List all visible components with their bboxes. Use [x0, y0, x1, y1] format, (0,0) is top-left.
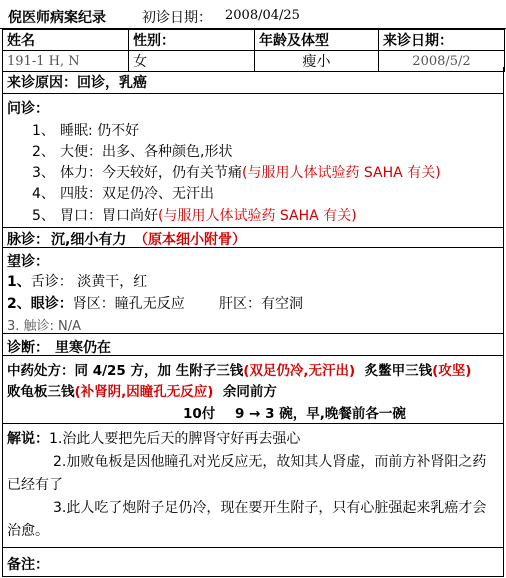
inquiry-item-num: 5、 — [32, 208, 55, 224]
pulse-note: （原本细小附骨） — [134, 232, 246, 248]
inquiry-item-label: 体力：今天较好，仍有关节痛(与服用人体试验药 SAHA 有关) — [60, 165, 441, 181]
pulse-label: 脉诊： — [7, 232, 49, 248]
explanation-p3-cont: 治愈。 — [7, 523, 49, 539]
inquiry-item-label: 四肢：双足仍冷、无汗出 — [60, 186, 214, 202]
prescription-line1: 中药处方：同 4/25 方，加 生附子三钱(双足仍冷,无汗出) 炙鳖甲三钱(攻坚) — [7, 363, 472, 379]
reason-section — [2, 67, 504, 94]
record-title: 倪医师病案纪录 — [8, 10, 106, 26]
eye-liver-text: 肝区：有空洞 — [219, 296, 303, 312]
inquiry-item-label: 睡眠: 仍不好 — [60, 123, 140, 139]
notes-label: 备注： — [7, 557, 49, 573]
explanation-p2-cont: 已经有了 — [7, 477, 63, 493]
reason-text: 回诊，乳癌 — [77, 75, 147, 91]
explanation-p3: 3.此人吃了炮附子足仍冷，现在要开生附子，只有心脏强起来乳癌才会 — [53, 500, 487, 516]
prescription-doses: 10付 — [183, 406, 216, 422]
prescription-section — [2, 356, 504, 424]
info-header-row — [3, 30, 505, 51]
inquiry-item-label: 胃口：胃口尚好(与服用人体试验药 SAHA 有关) — [60, 208, 357, 224]
record-header — [0, 0, 506, 29]
gender-value: 女 — [129, 51, 255, 72]
tongue-row: 1、舌诊： 淡黄干，红 — [7, 274, 148, 290]
prescription-line2: 败龟板三钱(补肾阴,因瞳孔无反应) 余同前方 — [7, 384, 277, 400]
patient-info-table — [2, 29, 505, 72]
inquiry-item-num: 2、 — [32, 144, 55, 160]
reason-label: 来诊原因： — [7, 75, 77, 91]
inquiry-item-num: 3、 — [32, 165, 55, 181]
explanation-p2: 2.加败龟板是因他瞳孔对光反应无，故知其人肾虚，而前方补肾阳之药 — [53, 454, 487, 470]
age-header: 年龄及体型 — [255, 30, 379, 51]
explanation-section — [2, 424, 504, 548]
inquiry-item-label: 大便：出多、各种颜色,形状 — [60, 144, 233, 160]
touch-row: 3. 触诊: N/A — [7, 319, 82, 334]
first-visit-label: 初诊日期： — [142, 10, 212, 26]
pulse-text: 沉,细小有力 — [51, 232, 127, 248]
observation-section — [2, 248, 504, 334]
inquiry-item-note: (与服用人体试验药 SAHA 有关) — [158, 208, 357, 224]
visit-date-header: 来诊日期： — [379, 30, 505, 51]
age-value: 瘦小 — [255, 51, 379, 72]
inquiry-label: 问诊： — [7, 101, 49, 117]
visit-date-value: 2008/5/2 — [379, 51, 505, 72]
eye-row: 2、眼诊：肾区：瞳孔无反应 — [7, 296, 185, 312]
inquiry-item-num: 1、 — [32, 123, 55, 139]
inquiry-section — [2, 94, 504, 228]
first-visit-date: 2008/04/25 — [225, 8, 300, 23]
name-header: 姓名 — [3, 30, 129, 51]
diagnosis-section — [2, 334, 504, 356]
name-value: 191-1 H, N — [3, 51, 129, 72]
notes-section — [2, 548, 504, 577]
diagnosis-label: 诊断： — [7, 340, 49, 356]
inquiry-item-note: (与服用人体试验药 SAHA 有关) — [242, 165, 441, 181]
inquiry-item-num: 4、 — [32, 186, 55, 202]
diagnosis-text: 里寒仍在 — [55, 340, 111, 356]
prescription-instructions: 9 → 3 碗，早,晚餐前各一碗 — [235, 406, 406, 422]
observation-label: 望诊： — [7, 254, 49, 270]
pulse-section — [2, 228, 504, 248]
gender-header: 性别： — [129, 30, 255, 51]
explanation-p1: 解说：1.治此人要把先后天的脾肾守好再去强心 — [7, 431, 301, 447]
